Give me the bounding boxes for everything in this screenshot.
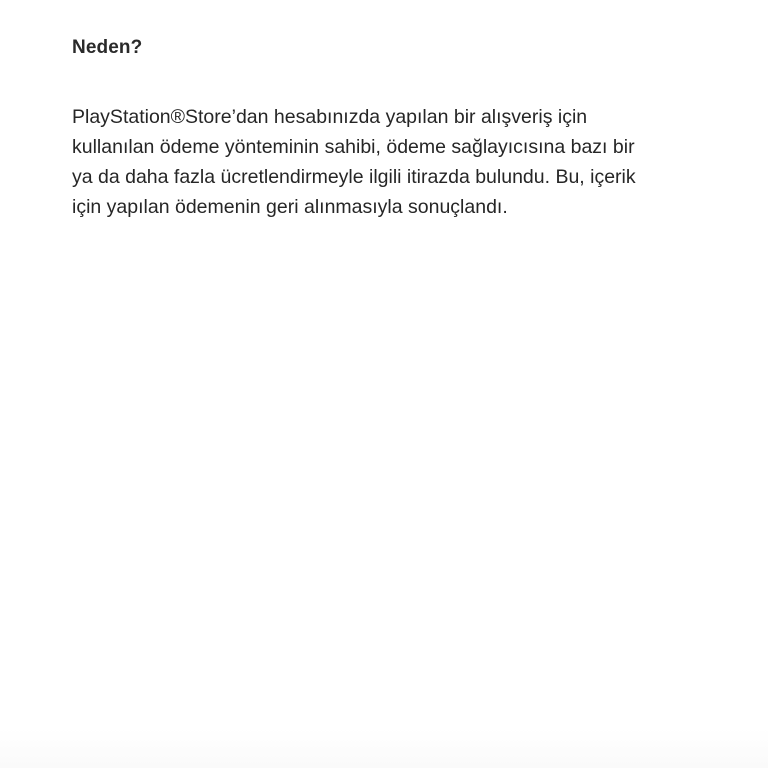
paragraph-line: PlayStation®Store’dan hesabınızda yapılan bir alışveriş için xyxy=(72,106,588,128)
section-heading: Neden? xyxy=(72,37,143,58)
reason-section xyxy=(72,36,712,222)
paragraph-line: için yapılan ödemenin geri alınmasıyla sonuçlandı. xyxy=(72,196,508,218)
reason-paragraph xyxy=(72,102,712,222)
bottom-fade xyxy=(0,728,768,768)
paragraph-line: kullanılan ödeme yönteminin sahibi, ödeme sağlayıcısına bazı bir xyxy=(72,136,635,158)
paragraph-line: ya da daha fazla ücretlendirmeyle ilgili itirazda bulundu. Bu, içerik xyxy=(72,166,636,188)
